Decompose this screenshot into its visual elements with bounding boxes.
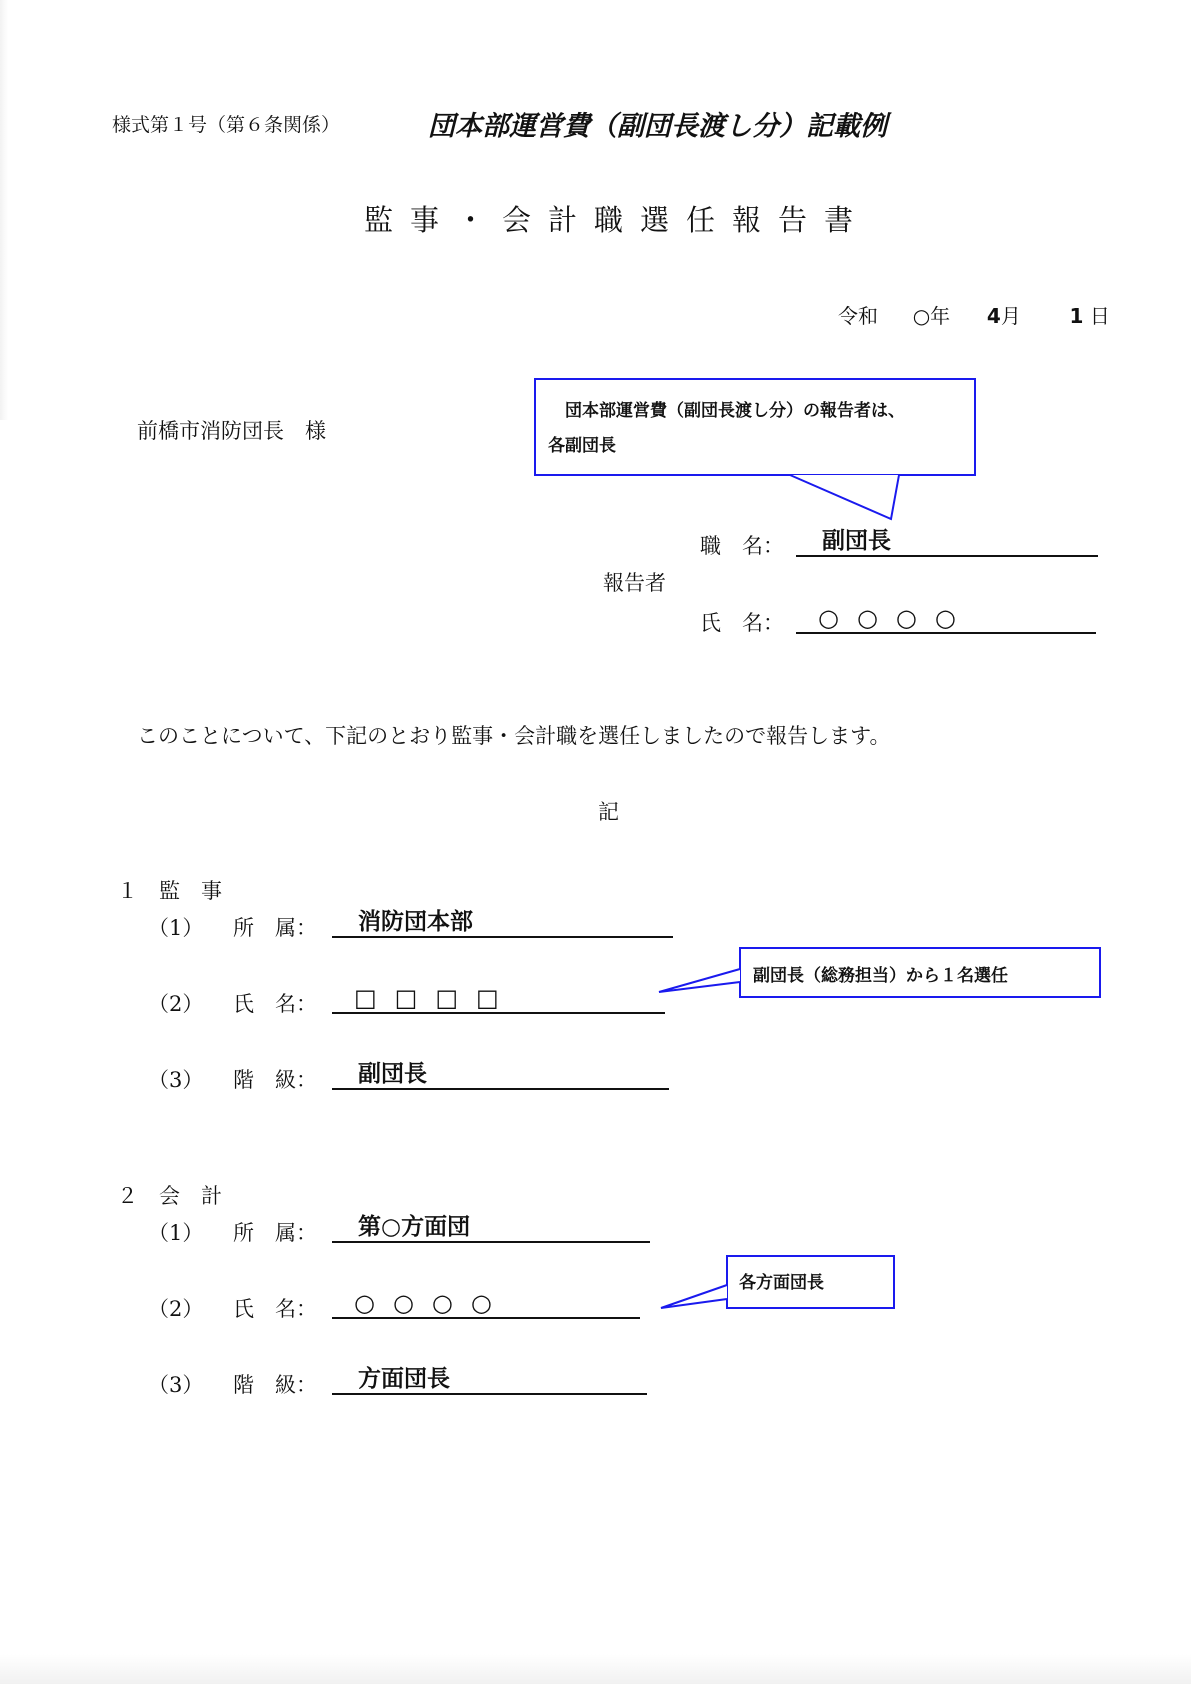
accountant-item2-number: （2）	[148, 1297, 204, 1321]
date-year-unit: 年	[930, 304, 951, 328]
section-auditor-heading: １ 監 事	[117, 879, 222, 903]
reporter-callout-line1: 団本部運営費（副団長渡し分）の報告者は、	[548, 401, 905, 421]
auditor-item1-number: （1）	[148, 916, 204, 940]
accountant-item1-number: （1）	[148, 1221, 204, 1245]
accountant-affiliation-value: 第○方面団	[332, 1213, 650, 1243]
accountant-name-label: 氏 名：	[233, 1297, 317, 1321]
addressee: 前橋市消防団長 様	[137, 419, 326, 443]
document-title: 監事・会計職選任報告書	[364, 203, 871, 237]
auditor-item3-number: （3）	[148, 1068, 204, 1092]
date-era: 令和	[838, 304, 878, 328]
page-bottom-shadow	[0, 1654, 1191, 1684]
reporter-name-label: 氏 名：	[700, 611, 784, 635]
reporter-callout-line2: 各副団長	[548, 436, 616, 456]
date-month-unit: 月	[1000, 304, 1021, 328]
auditor-name-label: 氏 名：	[233, 992, 317, 1016]
auditor-callout-text: 副団長（総務担当）から１名選任	[753, 966, 1008, 986]
auditor-affiliation-value: 消防団本部	[332, 908, 673, 938]
ki-heading: 記	[598, 800, 619, 824]
form-number: 様式第１号（第６条関係）	[112, 114, 341, 136]
auditor-name-value: □□□□	[332, 984, 665, 1014]
date-day-unit: 日	[1089, 304, 1110, 328]
date-day: 1	[1069, 304, 1084, 328]
section-accountant-heading: ２ 会 計	[117, 1184, 222, 1208]
example-title: 団本部運営費（副団長渡し分）記載例	[428, 111, 887, 142]
auditor-rank-value: 副団長	[332, 1060, 669, 1090]
reporter-position-value: 副団長	[796, 527, 1098, 557]
accountant-rank-label: 階 級：	[233, 1373, 317, 1397]
reporter-name-value: ○○○○	[796, 604, 1096, 634]
accountant-callout-text: 各方面団長	[739, 1273, 824, 1293]
auditor-item2-number: （2）	[148, 992, 204, 1016]
reporter-position-label: 職 名：	[700, 534, 784, 558]
accountant-rank-value: 方面団長	[332, 1365, 647, 1395]
accountant-name-value: ○○○○	[332, 1289, 640, 1319]
auditor-affiliation-label: 所 属：	[233, 916, 317, 940]
reporter-label: 報告者	[603, 571, 666, 595]
auditor-rank-label: 階 級：	[233, 1068, 317, 1092]
accountant-affiliation-label: 所 属：	[233, 1221, 317, 1245]
accountant-item3-number: （3）	[148, 1373, 204, 1397]
body-text: このことについて、下記のとおり監事・会計職を選任しましたので報告します。	[137, 724, 891, 748]
date-month: 4	[986, 304, 1001, 328]
date-year: ○	[912, 304, 931, 328]
